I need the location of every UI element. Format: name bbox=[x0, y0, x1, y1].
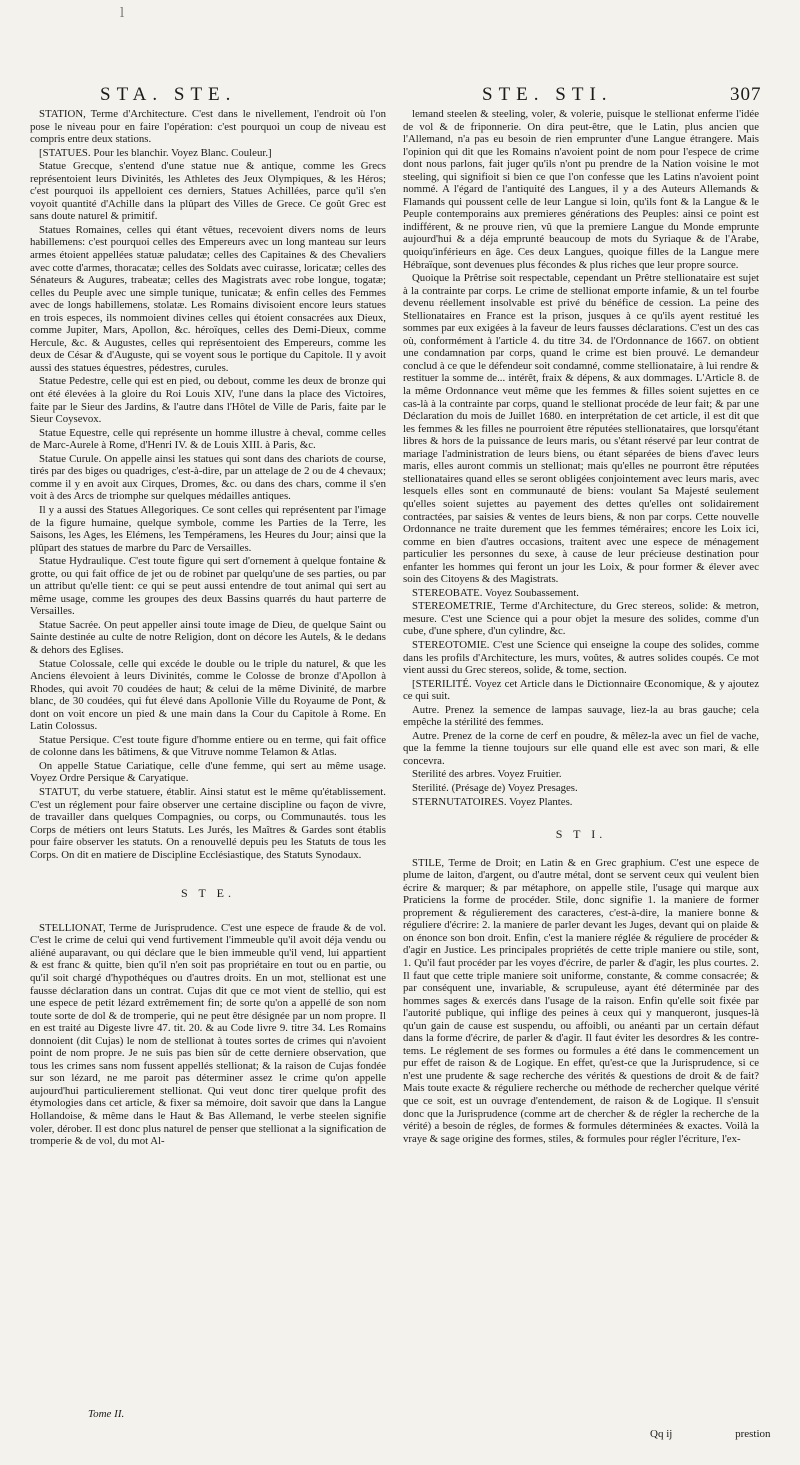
dictionary-entry: Statue Colossale, celle qui excéde le double ou le triple du naturel, & que les Anciens élevoient à leurs Divinités, comme le Colosse de bronze d'Apollon à Rhodes, qui avoit 70 coudées de haut; & celui de la même Divinité, de marbre blanc, de 30 coudées, qui fut élevé dans Apollonie Ville du Royaume de Pont, & dont on voit encore un pied & une main dans la Cour du Capitole à Rome. En Latin Colossus. bbox=[30, 657, 386, 733]
dictionary-entry: Il y a aussi des Statues Allegoriques. Ce sont celles qui représentent par l'image de la figure humaine, quelque symbole, comme les Parties de la Terre, les Saisons, les Ages, les Elémens, les Tempéramens, les Heures du Jour; ainsi que la plûpart des statues de marbre du Parc de Versailles. bbox=[30, 503, 386, 554]
dictionary-entry: Sterilité. (Présage de) Voyez Presages. bbox=[412, 781, 578, 794]
dictionary-entry: Quoique la Prêtrise soit respectable, cependant un Prêtre stellionataire est sujet à la contrainte par corps. Le crime de stellionat emporte infamie, & un tel fourbe devenu réellement insolvable est privé du bénéfice de cession. La peine des Stellionataires en France est la prison, jusques à ce qu'ils ayent restitué les sommes par eux exigées à la faveur de leurs fausses déclarations. C'est un des cas où, conformément à l'article 4. du titre 34. de l'Ordonnance de 1667. on obtient une condamnation par corps, quand le crime est bien prouvé. Le demandeur conclud à ce que le défendeur soit condamné, comme stellionataire, à lui rendre & restituer la somme de... intérêt, fraix & dépens, & aux dommages. L'Article 8. de la même Ordonnance veut même que les femmes & filles soient sujettes en ce cas-là à la contrainte par corps, quand le stellionat procéde de leur fait; & par une Déclaration du mois de Juillet 1680. en interprétation de cet article, il est dit que les femmes & les filles ne pourroient être réputées stellionataires, que lorsqu'étant libres & hors de la puissance de leurs maris, ou s'étant réservé par leur contrat de mariage l'administration de leurs biens, ou étant séparées de biens d'avec leurs maris, elles auront commis un stellionat; mais qu'elles ne pourront être réputées stellionataires quand elles se seront obligées conjointement avec leurs maris, avec lesquels elles sont en communauté de biens: voulant Sa Majesté seulement qu'elles soient sujettes au payement des dettes qu'elles ont solidairement contractées, par saisies & ventes de leurs biens, & non par corps. Cette nouvelle Ordonnance ne traite durement que les femmes téméraires; encore les Loix ici, comme en bien d'autres occasions, traitent avec une espece de ménagement particulier les personnes du sexe, à cause de leur précieuse destination pour enfanter les hommes qui feront un jour les Loix, & pour former & élever avec soin des Citoyens & des Magistrats. bbox=[403, 272, 759, 586]
section-heading-ste: S T E. bbox=[181, 886, 235, 901]
footer-signature-line bbox=[650, 1428, 771, 1440]
dictionary-entry: Statue Hydraulique. C'est toute figure qui sert d'ornement à quelque fontaine & grotte, ou qui fait office de jet ou de robinet par quelqu'une de ses parties, ou par un attribut qu'elle tient: ce qui se peut aussi entendre de tout animal qui sert au même usage, comme les groupes des deux Bassins quarrés du haut parterre de Versailles. bbox=[30, 555, 386, 618]
dictionary-entry: STERNUTATOIRES. Voyez Plantes. bbox=[412, 795, 573, 808]
dictionary-entry: STEREOTOMIE. C'est une Science qui enseigne la coupe des solides, comme dans les profils d'Architecture, les murs, voûtes, & autres solides coupés. Ce mot vient aussi du Grec stereos, solide, & tome, section. bbox=[403, 638, 759, 677]
page-number: 307 bbox=[730, 84, 762, 105]
dictionary-entry: Statue Sacrée. On peut appeller ainsi toute image de Dieu, de quelque Saint ou Sainte destinée au culte de notre Religion, dont on décore les Autels, & le dedans & dehors des Eglises. bbox=[30, 618, 386, 656]
dictionary-entry: Statue Equestre, celle qui représente un homme illustre à cheval, comme celles de Marc-Aurele à Rome, d'Henri IV. & de Louis XIII. à Paris, &c. bbox=[30, 426, 386, 452]
dictionary-entry: Statue Curule. On appelle ainsi les statues qui sont dans des chariots de course, tirés par des biges ou quadriges, c'est-à-dire, par un attelage de 2 ou de 4 chevaux; comme il y en avoit aux Cirques, Dromes, &c. ou dans des chars, comme il s'en voit à des Arcs de triomphe sur quelques médailles antiques. bbox=[30, 452, 386, 503]
page-corner-mark: l bbox=[120, 6, 125, 21]
dictionary-entry: STELLIONAT, Terme de Jurisprudence. C'est une espece de fraude & de vol. C'est le crime de celui qui vend furtivement l'immeuble qu'il avoit déja vendu ou aliéné auparavant, ou qui déclare que le bien immeuble qu'il vend, lui appartient & est franc & quitte, bien qu'il n'en soit pas propriétaire en tout ou en partie, ou qu'il soit chargé d'hypothéques ou d'autres droits. En un mot, stellionat est une fausse déclaration dans un contrat. Cujas dit que ce mot vient de stellio, qui est une espece de petit lézard extrêmement fin; de sorte qu'on a appellé de son nom toute sorte de dol & de tromperie, qui ne peut être désignée par un nom propre. Il en est traité au Digeste livre 47. tit. 20. & au Code livre 9. titre 34. Les Romains donnoient (dit Cujas) le nom de stellionat à toutes sortes de crimes qui n'avoient point de nom propre. Je ne suis pas bien sûr de cette derniere observation, que tous les crimes sans nom fussent appellés stellionat; & la raison de Cujas fondée sur son lézard, ne me paroit pas déterminer assez le crime qu'on appelle aujourd'hui particulierement stellionat. Qui veut donc tirer quelque profit des étymologies dans cet article, & fixer sa mémoire, doit savoir que dans la Langue Hollandoise, & même dans le Haut & Bas Allemand, le verbe steelen signifie voler, dérober. Il est donc plus naturel de penser que stellionat a la signification de tromperie & de vol, du mot Al- bbox=[30, 921, 386, 1148]
dictionary-entry: On appelle Statue Cariatique, celle d'une femme, qui sert au même usage. Voyez Ordre Persique & Caryatique. bbox=[30, 759, 386, 785]
dictionary-entry: Statue Persique. C'est toute figure d'homme entiere ou en terme, qui fait office de colonne dans les bâtimens, & que Vitruve nomme Telamon & Atlas. bbox=[30, 733, 386, 759]
dictionary-entry: [STERILITÉ. Voyez cet Article dans le Dictionnaire Œconomique, & y ajoutez ce qui suit. bbox=[403, 677, 759, 703]
signature-mark: Qq ij bbox=[650, 1428, 673, 1440]
dictionary-entry: [STATUES. Pour les blanchir. Voyez Blanc. Couleur.] bbox=[39, 146, 272, 159]
running-header bbox=[0, 84, 800, 110]
left-entries-after bbox=[30, 922, 386, 1148]
dictionary-entry: Statues Romaines, celles qui étant vêtues, recevoient divers noms de leurs habillemens: c'est pourquoi celles des Empereurs avec un long manteau sur leurs armes étoient appellées statuæ paludatæ; celles des Capitaines & des Chevaliers avec cotte d'armes, thoracatæ; celles des Soldats avec cuirasse, loricatæ; celles des Sénateurs & Augures, trabeatæ; celles des Magistrats avec robe longue, togatæ; celles du Peuple avec une simple tunique, tunicatæ; & enfin celles des Femmes avec de longs habillemens, stolatæ. Les Romains divisoient encore leurs statues en trois especes, ils nommoient divines celles qui étoient consacrées aux Dieux, comme Jupiter, Mars, Apollon, &c. héroïques, celles des Demi-Dieux, comme Hercule, &c. & Augustes, celles qui représentoient des Empereurs, comme les deux de César & d'Auguste, qui se voyent sous le portique du Capitole. Il y avoit aussi des statues équestres, pédestres, curules. bbox=[30, 223, 386, 374]
section-heading-sti: S T I. bbox=[555, 827, 607, 842]
header-right-words: STE. STI. bbox=[482, 84, 613, 105]
left-entries bbox=[30, 108, 386, 861]
right-entries bbox=[403, 108, 759, 808]
catchword: prestion bbox=[735, 1428, 771, 1440]
dictionary-entry: lemand steelen & steeling, voler, & volerie, puisque le stellionat enferme l'idée de vol & de friponnerie. On dira peut-être, que le Latin, plus ancien que l'Allemand, n'a pas eu besoin de rien emprunter d'une Langue étrangere. Mais l'opinion qui dit que les Romains n'avoient point de nom pour l'espece de crime dont nous parlons, fait juger qu'ils n'ont pu prendre de la Nation voisine le mot steeling, qui signifioit si bien ce que l'on confesse que les Latins n'avoient point nommé. A l'égard de l'antiquité des Langues, il y a des Auteurs Allemands & Flamands qui poussent celle de leur Langue si loin, qu'ils font & la Langue & le Peuple contemporains aux premieres générations des Peuples: ainsi ce point est indifférent, & ne prouve rien, vû que la premiere Langue du Monde emprunte aujourd'hui & a déja emprunté beaucoup de mots du Syriaque & de l'Arabe, quoiqu'inférieurs en âge. Ces deux Langues, quoique filles de la Langue mere Hébraïque, sont devenues plus fécondes & plus riches que leur propre source. bbox=[403, 108, 759, 271]
dictionary-entry: Autre. Prenez la semence de lampas sauvage, liez-la au bras gauche; cela empêche la stérilité des femmes. bbox=[403, 703, 759, 729]
dictionary-entry: Autre. Prenez de la corne de cerf en poudre, & mêlez-la avec un fiel de vache, que la femme la tienne toujours sur elle quand elle est avec son mari, & elle concevra. bbox=[403, 729, 759, 767]
header-left-words: STA. STE. bbox=[100, 84, 237, 105]
right-column bbox=[403, 108, 759, 1418]
dictionary-entry: STATUT, du verbe statuere, établir. Ainsi statut est le même qu'établissement. C'est un réglement pour faire observer une certaine discipline ou façon de vivre, de travailler dans quelques Compagnies, ou corps, ou Communautés. tous les Corps de métiers ont leurs Statuts. Les Jurés, les Maîtres & Gardes sont établis pour faire observer les statuts. On a renouvellé depuis peu les Statuts de tous les Corps. On dit en matiere de Discipline Ecclésiastique, des Statuts Synodaux. bbox=[30, 785, 386, 861]
dictionary-entry: STEREOMETRIE, Terme d'Architecture, du Grec stereos, solide: & metron, mesure. C'est une Science qui a pour objet la mesure des solides, comme d'un cube, d'une sphere, d'un cylindre, &c. bbox=[403, 600, 759, 638]
dictionary-entry: Statue Pedestre, celle qui est en pied, ou debout, comme les deux de bronze qui ont été élevées à la gloire du Roi Louis XIV, l'une dans la place des Victoires, faite par le Sieur des Jardins, & l'autre dans l'Hôtel de Ville de Paris, faite par le Sieur Coysevox. bbox=[30, 375, 386, 426]
dictionary-entry: Sterilité des arbres. Voyez Fruitier. bbox=[412, 768, 562, 781]
dictionary-entry: STATION, Terme d'Architecture. C'est dans le nivellement, l'endroit où l'on pose le niveau pour en faire l'opération: c'est pourquoi un coup de niveau est compris entre deux stations. bbox=[30, 108, 386, 146]
right-entries-after bbox=[403, 857, 759, 1146]
volume-mark: Tome II. bbox=[88, 1408, 125, 1420]
dictionary-entry: STEREOBATE. Voyez Soubassement. bbox=[412, 586, 579, 599]
dictionary-entry: STILE, Terme de Droit; en Latin & en Grec graphium. C'est une espece de plume de laiton, d'argent, ou d'autre métal, dont se servent ceux qui veulent bien écrire & marquer; & par métaphore, on appelle stile, l'usage qui marque aux Praticiens la forme de procéder. Stile, donc signifie 1. la maniere de former proprement & régulierement des caracteres, c'est-à-dire, la maniere bonne & réguliere d'écrire: 2. la maniere de parler devant les Juges, devant qui on plaide & on énonce son bon droit. Enfin, c'est la maniere réglée & réguliere de procéder & d'agir en Justice. Les principales propriétés de cette triple maniere ou stile, sont, 1. Qu'il faut procéder par les voyes d'écrire, de parler & d'agir, les plus courtes. 2. Il faut que cette triple maniere soit uniforme, constante, & comme consacrée; & par conséquent une, invariable, & scrupuleuse, ayant été déterminée par des hommes sages & exercés dans l'usage de la raison. Enfin qu'elle soit fixée par l'autorité publique, qui inflige des peines à ceux qui y manqueront, jusques-là qu'un gain de cause est suspendu, ou affoibli, ou anéanti par un certain défaut dans la forme d'écrire, de parler & d'agir. Il faut éviter les desordres & les contre-tems. Le réglement de ses formes ou formules a été dans le commencement un pur effet de raison & de Logique. En effet, qu'est-ce que la Jurisprudence, si ce n'est une prudente & sage recherche des vérités & questions de droit & de fait? Mais toute exacte & réguliere recherche ou méthode de rechercher quelque vérité que ce soit, est un ouvrage d'entendement, de raison & de Logique. Il s'ensuit donc que la Jurisprudence (comme art de chercher & de régler la recherche de la vérité) a besoin de régles, de formes & formules déterminées & exactes. Voilà la vraye & sage origine des formes, stiles, & formules pour régler l'écriture, l'ex- bbox=[403, 856, 759, 1145]
dictionary-entry: Statue Grecque, s'entend d'une statue nue & antique, comme les Grecs représentoient leurs Divinités, les Athletes des Jeux Olympiques, & les Héros; c'est pourquoi ils appelloient ces derniers, Statues Achillées, parce qu'il s'en voyoit quantité d'Achille dans la plûpart des Villes de Grece. Ce goût Grec est sans doute naturel & primitif. bbox=[30, 160, 386, 223]
left-column bbox=[30, 108, 386, 1418]
